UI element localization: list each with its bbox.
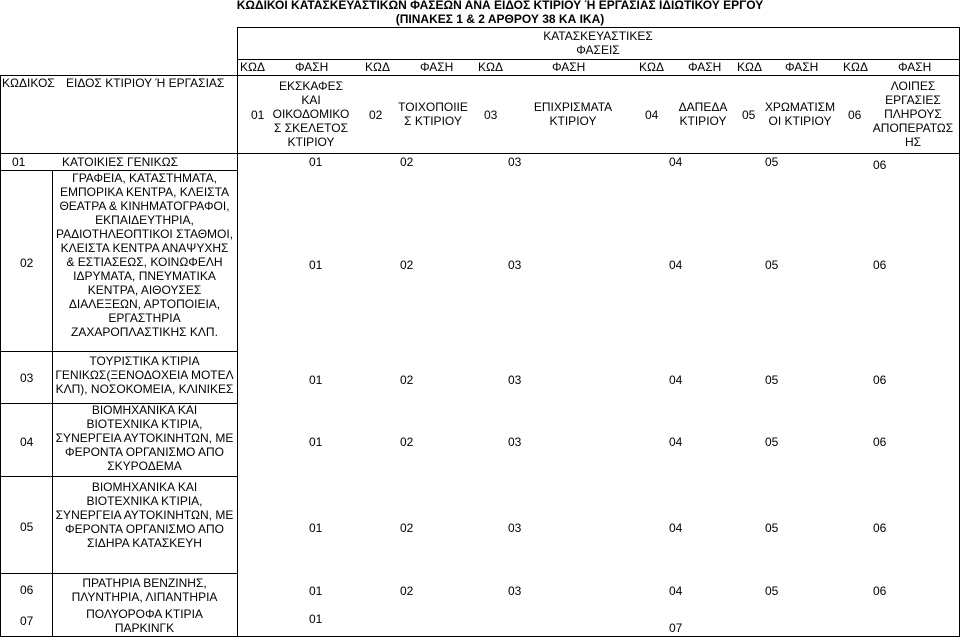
row-phase-code: 02 bbox=[400, 155, 414, 169]
row-phase-code: 05 bbox=[765, 258, 779, 272]
row-type: ΚΑΤΟΙΚΙΕΣ ΓΕΝΙΚΩΣ bbox=[62, 155, 178, 169]
row-code: 03 bbox=[20, 371, 34, 385]
row-phase-code: 03 bbox=[508, 258, 522, 272]
row-phase-code: 04 bbox=[669, 258, 683, 272]
phase-name-subheader: ΦΑΣΗ bbox=[898, 60, 932, 74]
row-phase-code: 06 bbox=[873, 521, 887, 535]
phase-name: ΕΠΙΧΡΙΣΜΑΤΑ ΚΤΙΡΙΟΥ bbox=[533, 100, 613, 128]
phase-code-subheader: ΚΩΔ bbox=[240, 60, 265, 74]
phase-name: ΔΑΠΕΔΑ ΚΤΙΡΙΟΥ bbox=[678, 100, 728, 128]
row-phase-code: 07 bbox=[669, 621, 683, 635]
phase-code: 05 bbox=[742, 108, 756, 122]
phase-code-subheader: ΚΩΔ bbox=[639, 60, 664, 74]
row-phase-code: 01 bbox=[309, 155, 323, 169]
phase-code: 02 bbox=[369, 108, 383, 122]
row-phase-code: 06 bbox=[873, 258, 887, 272]
phase-name: ΛΟΙΠΕΣ ΕΡΓΑΣΙΕΣ ΠΛΗΡΟΥΣ ΑΠΟΠΕΡΑΤΩΣ ΗΣ bbox=[872, 79, 954, 149]
document-subtitle: (ΠΙΝΑΚΕΣ 1 & 2 ΑΡΘΡΟΥ 38 ΚΑ ΙΚΑ) bbox=[395, 12, 605, 26]
row-type: ΒΙΟΜΗΧΑΝΙΚΑ ΚΑΙ ΒΙΟΤΕΧΝΙΚΑ ΚΤΙΡΙΑ, ΣΥΝΕΡΓΕΙΑ ΑΥΤΟΚΙΝΗΤΩΝ, ΜΕ ΦΕΡΟΝΤΑ ΟΡΓΑΝΙΣΜΟ ΑΠΟ ΣΙΔΗΡΑ ΚΑΤΑΣΚΕΥΗ bbox=[55, 480, 234, 550]
row-phase-code: 01 bbox=[309, 373, 323, 387]
row-phase-code: 06 bbox=[873, 584, 887, 598]
row-phase-code: 01 bbox=[309, 612, 323, 626]
phase-code: 03 bbox=[484, 108, 498, 122]
phase-name-subheader: ΦΑΣΗ bbox=[295, 60, 329, 74]
phases-group-header: ΚΑΤΑΣΚΕΥΑΣΤΙΚΕΣ ΦΑΣΕΙΣ bbox=[543, 29, 653, 57]
row-phase-code: 05 bbox=[765, 584, 779, 598]
row-phase-code: 01 bbox=[309, 435, 323, 449]
phase-name: ΤΟΙΧΟΠΟΙΙΕ Σ ΚΤΙΡΙΟΥ bbox=[398, 100, 468, 128]
row-phase-code: 05 bbox=[765, 373, 779, 387]
row-phase-code: 05 bbox=[765, 521, 779, 535]
row-type: ΤΟΥΡΙΣΤΙΚΑ ΚΤΙΡΙΑ ΓΕΝΙΚΩΣ(ΞΕΝΟΔΟΧΕΙΑ ΜΟΤΕΛ ΚΛΠ), ΝΟΣΟΚΟΜΕΙΑ, ΚΛΙΝΙΚΕΣ bbox=[55, 354, 234, 396]
row-phase-code: 06 bbox=[873, 158, 887, 172]
row-phase-code: 01 bbox=[309, 521, 323, 535]
row-phase-code: 01 bbox=[309, 584, 323, 598]
row-phase-code: 04 bbox=[669, 435, 683, 449]
row-phase-code: 03 bbox=[508, 373, 522, 387]
row-phase-code: 02 bbox=[400, 435, 414, 449]
row-type: ΠΟΛΥΟΡΟΦΑ ΚΤΙΡΙΑ ΠΑΡΚΙΝΓΚ bbox=[86, 607, 203, 635]
row-phase-code: 02 bbox=[400, 521, 414, 535]
phase-code: 04 bbox=[645, 108, 659, 122]
row-type: ΠΡΑΤΗΡΙΑ ΒΕΝΖΙΝΗΣ, ΠΛΥΝΤΗΡΙΑ, ΛΙΠΑΝΤΗΡΙΑ bbox=[71, 576, 218, 604]
type-column-header: ΕΙΔΟΣ ΚΤΙΡΙΟΥ Ή ΕΡΓΑΣΙΑΣ bbox=[66, 76, 225, 90]
row-code: 04 bbox=[20, 435, 34, 449]
phase-name-subheader: ΦΑΣΗ bbox=[420, 60, 454, 74]
row-type: ΓΡΑΦΕΙΑ, ΚΑΤΑΣΤΗΜΑΤΑ, ΕΜΠΟΡΙΚΑ ΚΕΝΤΡΑ, ΚΛΕΙΣΤΑ ΘΕΑΤΡΑ & ΚΙΝΗΜΑΤΟΓΡΑΦΟΙ, ΕΚΠΑΙΔΕΥΤΗΡΙΑ, ΡΑΔΙΟΤΗΛΕΟΠΤΙΚΟΙ ΣΤΑΘΜΟΙ, ΚΛΕΙΣΤΑ ΚΕΝΤΡΑ ΑΝΑΨΥΧΗΣ & ΕΣΤΙΑΣΕΩΣ, ΚΟΙΝΩΦΕΛΗ ΙΔΡΥΜΑΤΑ, ΠΝΕΥΜΑΤΙΚΑ ΚΕΝΤΡΑ, ΑΙΘΟΥΣΕΣ ΔΙΑΛΕΞΕΩΝ, ΑΡΤΟΠΟΙΕΙΑ, ΕΡΓΑΣΤΗΡΙΑ ΖΑΧΑΡΟΠΛΑΣΤΙΚΗΣ ΚΛΠ. bbox=[55, 171, 234, 339]
row-phase-code: 04 bbox=[669, 155, 683, 169]
row-phase-code: 03 bbox=[508, 155, 522, 169]
phase-name: ΕΚΣΚΑΦΕΣ ΚΑΙ ΟΙΚΟΔΟΜΙΚΟ Σ ΣΚΕΛΕΤΟΣ ΚΤΙΡΙΟΥ bbox=[272, 79, 350, 149]
row-code: 06 bbox=[20, 583, 34, 597]
row-code: 02 bbox=[20, 256, 34, 270]
phase-name: ΧΡΩΜΑΤΙΣΜ ΟΙ ΚΤΙΡΙΟΥ bbox=[764, 100, 836, 128]
phase-code: 01 bbox=[251, 108, 265, 122]
row-phase-code: 01 bbox=[309, 258, 323, 272]
phase-code-subheader: ΚΩΔ bbox=[478, 60, 503, 74]
phase-code-subheader: ΚΩΔ bbox=[843, 60, 868, 74]
document-title: ΚΩΔΙΚΟΙ ΚΑΤΑΣΚΕΥΑΣΤΙΚΩΝ ΦΑΣΕΩΝ ΑΝΑ ΕΙΔΟΣ ΚΤΙΡΙΟΥ Ή ΕΡΓΑΣΙΑΣ ΙΔΙΩΤΙΚΟΥ ΕΡΓΟΥ bbox=[236, 0, 764, 12]
row-phase-code: 02 bbox=[400, 373, 414, 387]
row-phase-code: 06 bbox=[873, 373, 887, 387]
phase-name-subheader: ΦΑΣΗ bbox=[785, 60, 819, 74]
row-phase-code: 05 bbox=[765, 435, 779, 449]
row-phase-code: 02 bbox=[400, 584, 414, 598]
row-phase-code: 06 bbox=[873, 435, 887, 449]
phase-code-subheader: ΚΩΔ bbox=[737, 60, 762, 74]
row-phase-code: 03 bbox=[508, 521, 522, 535]
code-column-header: ΚΩΔΙΚΟΣ bbox=[2, 76, 55, 90]
phase-name-subheader: ΦΑΣΗ bbox=[552, 60, 586, 74]
row-phase-code: 04 bbox=[669, 584, 683, 598]
row-code: 01 bbox=[12, 155, 26, 169]
phase-code-subheader: ΚΩΔ bbox=[365, 60, 390, 74]
row-phase-code: 03 bbox=[508, 584, 522, 598]
phase-code: 06 bbox=[848, 108, 862, 122]
row-code: 05 bbox=[20, 520, 34, 534]
row-type: ΒΙΟΜΗΧΑΝΙΚΑ ΚΑΙ ΒΙΟΤΕΧΝΙΚΑ ΚΤΙΡΙΑ, ΣΥΝΕΡΓΕΙΑ ΑΥΤΟΚΙΝΗΤΩΝ, ΜΕ ΦΕΡΟΝΤΑ ΟΡΓΑΝΙΣΜΟ ΑΠΟ ΣΚΥΡΟΔΕΜΑ bbox=[55, 403, 234, 473]
row-code: 07 bbox=[20, 614, 34, 628]
row-phase-code: 02 bbox=[400, 258, 414, 272]
row-phase-code: 03 bbox=[508, 435, 522, 449]
row-phase-code: 04 bbox=[669, 521, 683, 535]
row-phase-code: 04 bbox=[669, 373, 683, 387]
row-phase-code: 05 bbox=[765, 155, 779, 169]
phase-name-subheader: ΦΑΣΗ bbox=[688, 60, 722, 74]
